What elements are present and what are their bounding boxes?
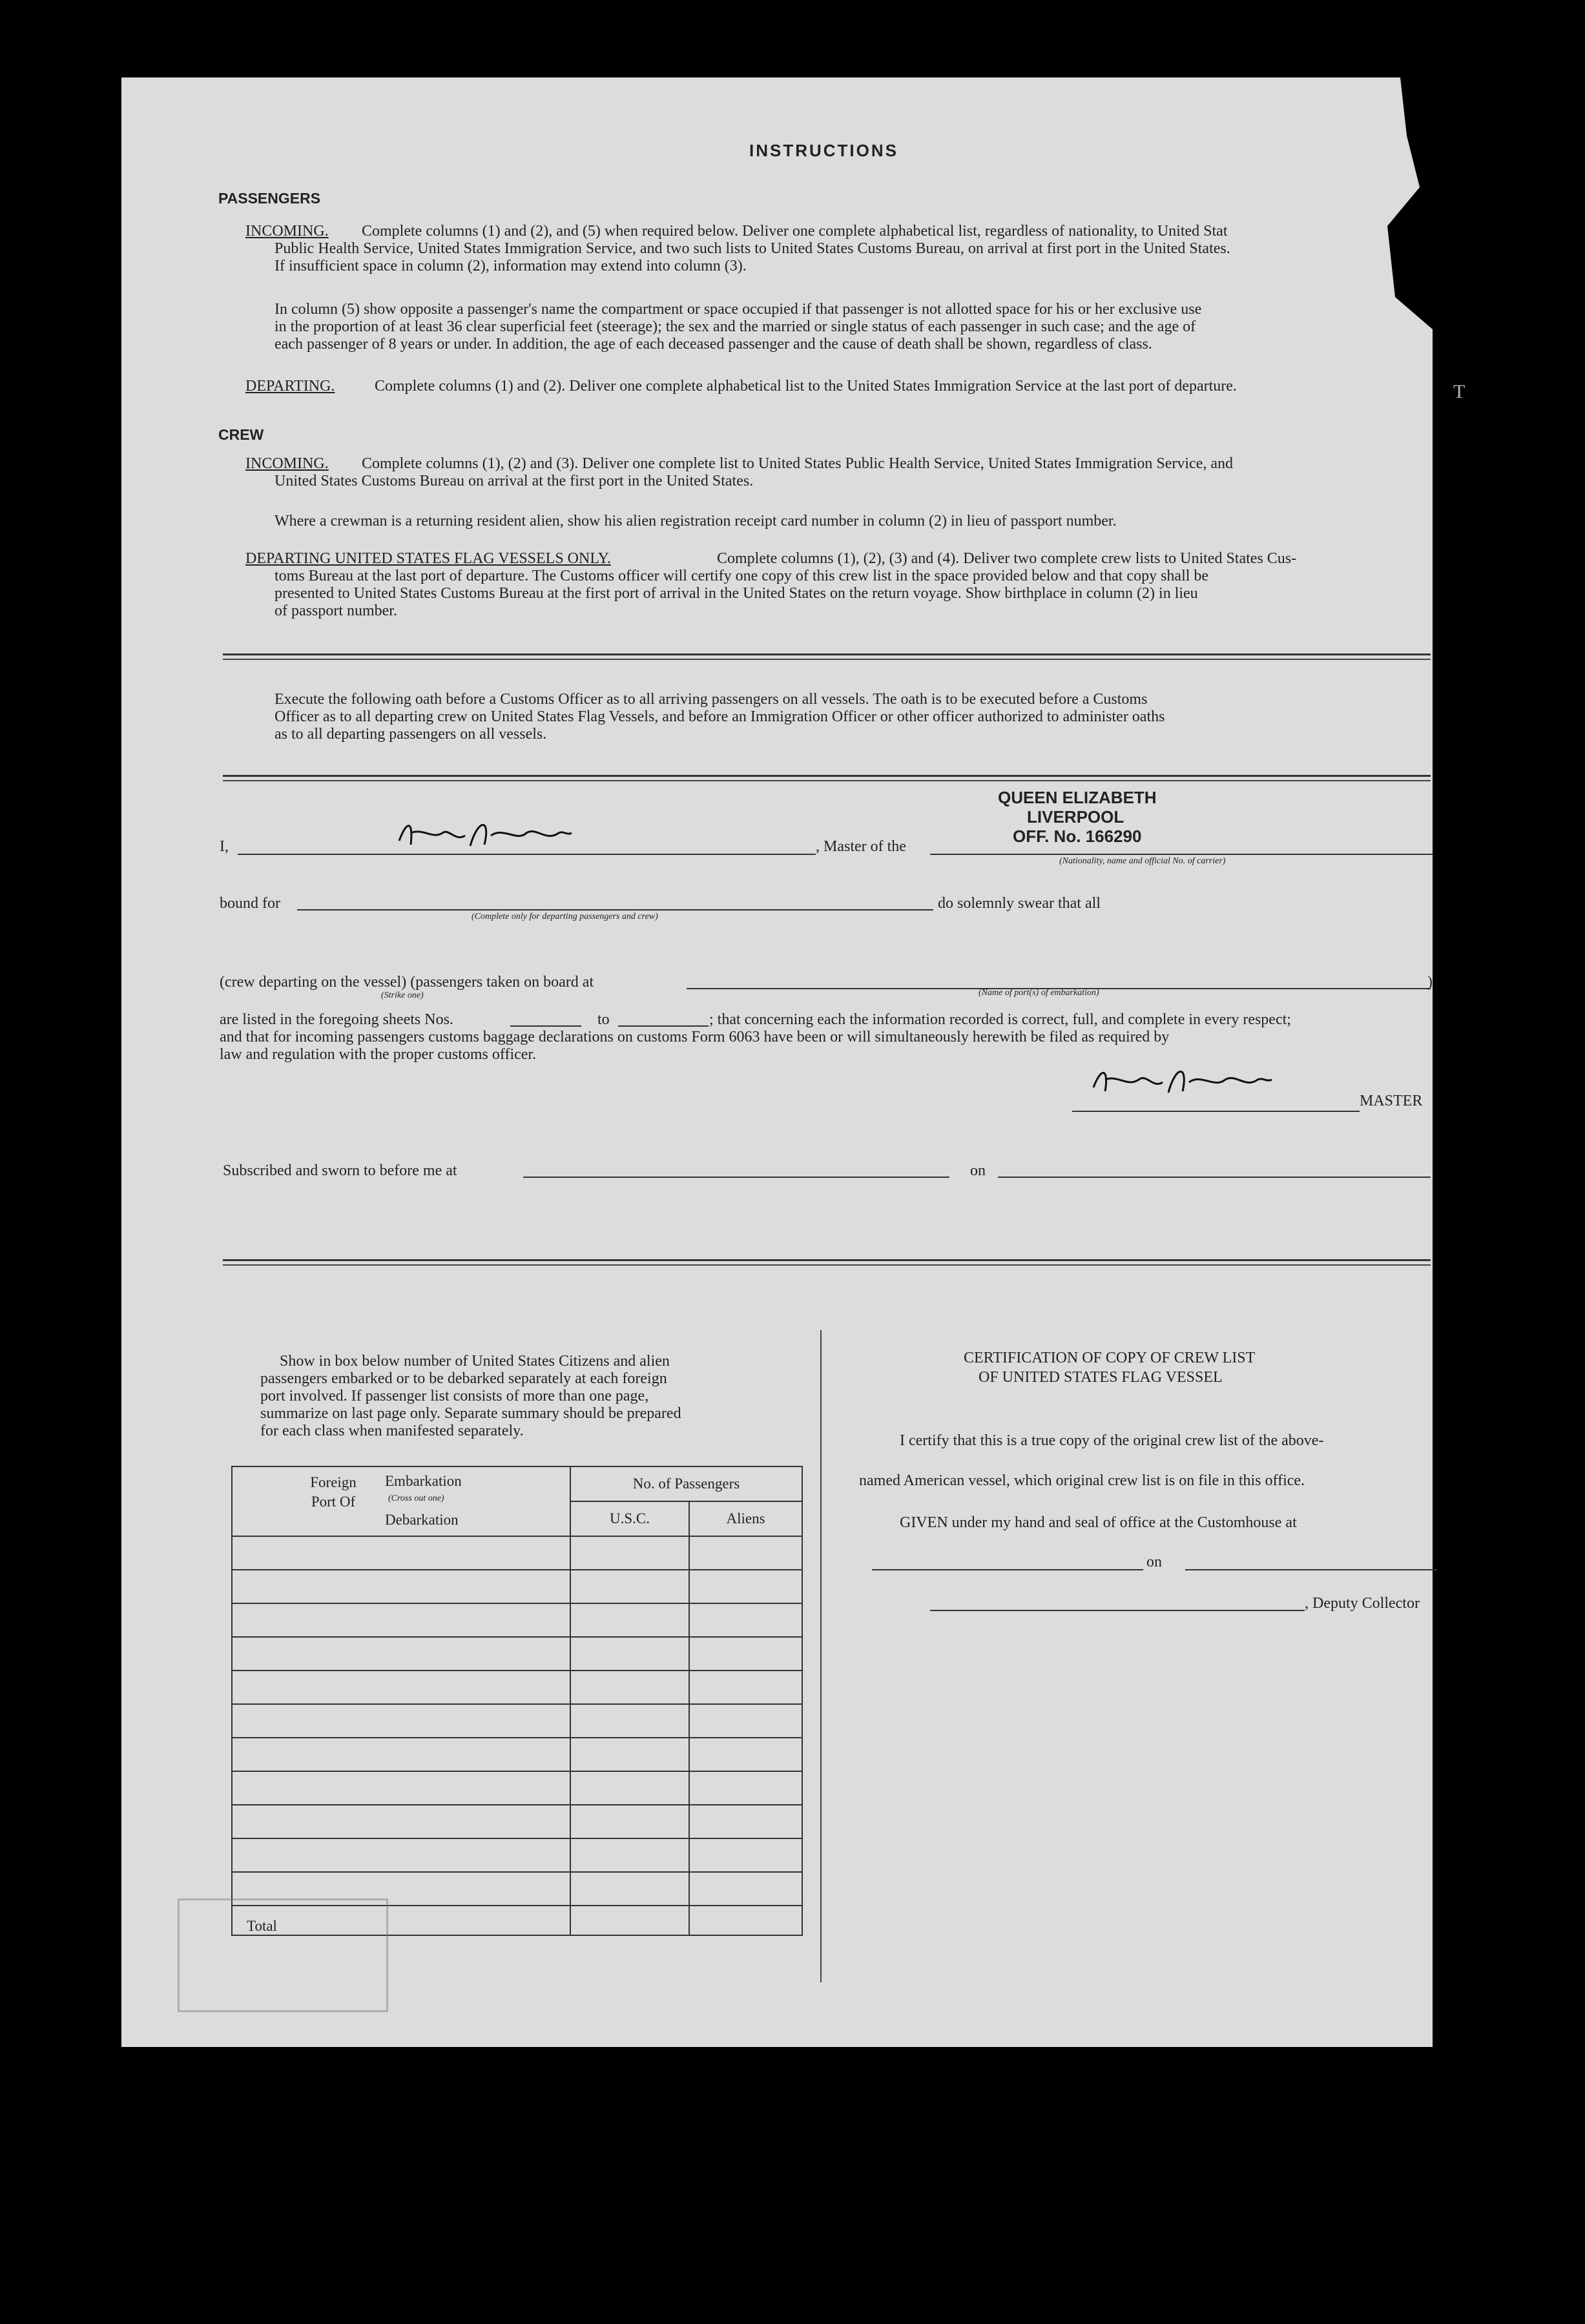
- sheet-from-field[interactable]: [510, 1025, 581, 1027]
- oath-intro-line1: Execute the following oath before a Customs Officer as to all arriving passengers on all vessels. The oath is to be executed before a Customs: [275, 691, 1148, 708]
- aliens-cell[interactable]: [689, 1838, 802, 1872]
- usc-cell[interactable]: [570, 1570, 689, 1603]
- crew-incoming-line1: Complete columns (1), (2) and (3). Deliver one complete list to United States Public Health Service, United States Immigration Service, and: [362, 455, 1234, 472]
- vessel-caption: (Nationality, name and official No. of carrier): [1059, 856, 1226, 866]
- table-row: [232, 1603, 802, 1637]
- oath-intro-line2: Officer as to all departing crew on United States Flag Vessels, and before an Immigration Officer or other officer authorized to administer oaths: [275, 708, 1165, 725]
- usc-cell[interactable]: [570, 1671, 689, 1704]
- table-row: [232, 1704, 802, 1738]
- column-divider: [820, 1330, 822, 1982]
- i-label: I,: [220, 838, 229, 855]
- port-cell[interactable]: [232, 1738, 570, 1771]
- table-row: [232, 1738, 802, 1771]
- certification-text-line2: named American vessel, which original crew list is on file in this office.: [859, 1472, 1305, 1489]
- aliens-cell[interactable]: [689, 1704, 802, 1738]
- bound-for-field[interactable]: [297, 909, 933, 910]
- subscribed-label: Subscribed and sworn to before me at: [223, 1162, 457, 1179]
- usc-cell[interactable]: [570, 1805, 689, 1838]
- passengers-incoming-label: INCOMING.: [245, 223, 329, 240]
- sheet-to-field[interactable]: [618, 1025, 709, 1027]
- aliens-cell[interactable]: [689, 1872, 802, 1906]
- subscribed-date-field[interactable]: [998, 1177, 1431, 1178]
- aliens-cell[interactable]: [689, 1536, 802, 1570]
- table-row: [232, 1536, 802, 1570]
- port-cell[interactable]: [232, 1671, 570, 1704]
- listed-label: are listed in the foregoing sheets Nos.: [220, 1011, 453, 1028]
- section-divider: [223, 653, 1431, 655]
- usc-cell[interactable]: [570, 1536, 689, 1570]
- summary-line2: passengers embarked or to be debarked separately at each foreign: [260, 1370, 667, 1387]
- oath-bottom-divider-thin: [223, 1264, 1431, 1266]
- usc-header: U.S.C.: [570, 1501, 689, 1536]
- port-header-cell: [232, 1466, 570, 1536]
- passengers-incoming-line3: If insufficient space in column (2), information may extend into column (3).: [275, 258, 747, 274]
- column5-line1: In column (5) show opposite a passenger's name the compartment or space occupied if that passenger is not allotted space for his or her exclusive use: [275, 301, 1202, 318]
- aliens-cell[interactable]: [689, 1738, 802, 1771]
- summary-line4: summarize on last page only. Separate summary should be prepared: [260, 1405, 681, 1422]
- passengers-heading: PASSENGERS: [218, 190, 321, 207]
- bleed-through-text: T: [1453, 381, 1466, 402]
- customhouse-field[interactable]: [872, 1569, 1143, 1570]
- oath-bottom-divider: [223, 1259, 1431, 1261]
- deputy-collector-label: , Deputy Collector: [1305, 1595, 1420, 1612]
- vessel-name: QUEEN ELIZABETH: [998, 788, 1157, 807]
- aliens-header: Aliens: [689, 1501, 802, 1536]
- port-cell[interactable]: [232, 1805, 570, 1838]
- usc-total-cell[interactable]: [570, 1906, 689, 1935]
- aliens-cell[interactable]: [689, 1570, 802, 1603]
- crew-departing-line1: Complete columns (1), (2), (3) and (4). Deliver two complete crew lists to United States Cus-: [717, 550, 1297, 567]
- summary-line5: for each class when manifested separately.: [260, 1423, 524, 1439]
- crew-heading: CREW: [218, 426, 264, 443]
- aliens-cell[interactable]: [689, 1771, 802, 1805]
- passengers-incoming-line1: Complete columns (1) and (2), and (5) when required below. Deliver one complete alphabetical list, regardless of nationality, to United Stat: [362, 223, 1228, 240]
- certification-title-line1: CERTIFICATION OF COPY OF CREW LIST: [964, 1350, 1256, 1366]
- port-cell[interactable]: [232, 1637, 570, 1671]
- passenger-summary-table: [231, 1466, 803, 1936]
- usc-cell[interactable]: [570, 1603, 689, 1637]
- listed-line2: and that for incoming passengers customs baggage declarations on customs Form 6063 have been or will simultaneously herewith be filed as required by: [220, 1029, 1170, 1045]
- certification-text-line1: I certify that this is a true copy of the original crew list of the above-: [900, 1432, 1324, 1449]
- port-cell[interactable]: [232, 1570, 570, 1603]
- section-divider-thin: [223, 659, 1431, 660]
- crew-departing-line3: presented to United States Customs Bureau at the first port of arrival in the United States on the return voyage. Show birthplace in column (2) in lieu: [275, 585, 1198, 602]
- usc-cell[interactable]: [570, 1704, 689, 1738]
- cross-out-label: (Cross out one): [388, 1493, 444, 1503]
- passengers-incoming-line2: Public Health Service, United States Immigration Service, and two such lists to United States Customs Bureau, on arrival at first port in the United States.: [275, 240, 1230, 257]
- master-label: MASTER: [1360, 1093, 1423, 1109]
- table-row: [232, 1838, 802, 1872]
- deputy-collector-field[interactable]: [930, 1610, 1305, 1611]
- vessel-official-number: OFF. No. 166290: [1013, 827, 1142, 846]
- certification-given-text: GIVEN under my hand and seal of office at the Customhouse at: [900, 1514, 1297, 1531]
- oath-intro-line3: as to all departing passengers on all vessels.: [275, 726, 547, 743]
- crew-departing-line2: toms Bureau at the last port of departure. The Customs officer will certify one copy of this crew list in the space provided below and that copy shall be: [275, 568, 1209, 584]
- table-row: [232, 1671, 802, 1704]
- port-cell[interactable]: [232, 1838, 570, 1872]
- usc-cell[interactable]: [570, 1872, 689, 1906]
- crew-departing-line4: of passport number.: [275, 602, 397, 619]
- summary-line1: Show in box below number of United States Citizens and alien: [280, 1353, 670, 1370]
- column5-line2: in the proportion of at least 36 clear superficial feet (steerage); the sex and the married or single status of each passenger in such case; and the age of: [275, 318, 1196, 335]
- oath-divider-thin: [223, 780, 1431, 781]
- crew-departing-label: DEPARTING UNITED STATES FLAG VESSELS ONLY.: [245, 550, 611, 567]
- subscribed-place-field[interactable]: [523, 1177, 949, 1178]
- crew-incoming-line2: United States Customs Bureau on arrival at the first port in the United States.: [275, 473, 754, 489]
- bound-for-caption: (Complete only for departing passengers and crew): [471, 912, 658, 921]
- port-cell[interactable]: [232, 1603, 570, 1637]
- total-label: Total: [232, 1906, 570, 1935]
- port-cell[interactable]: [232, 1704, 570, 1738]
- aliens-cell[interactable]: [689, 1805, 802, 1838]
- no-passengers-header: No. of Passengers: [570, 1466, 802, 1501]
- listed-rest: ; that concerning each the information recorded is correct, full, and complete in every respect;: [709, 1011, 1291, 1028]
- subscribed-on-label: on: [970, 1162, 986, 1179]
- bound-for-label: bound for: [220, 895, 280, 912]
- usc-cell[interactable]: [570, 1738, 689, 1771]
- crew-departing-oath-label: (crew departing on the vessel) (passengers taken on board at: [220, 974, 594, 991]
- aliens-cell[interactable]: [689, 1671, 802, 1704]
- passengers-departing-label: DEPARTING.: [245, 378, 335, 395]
- usc-cell[interactable]: [570, 1637, 689, 1671]
- page-title: INSTRUCTIONS: [749, 141, 898, 160]
- aliens-cell[interactable]: [689, 1637, 802, 1671]
- certification-title-line2: OF UNITED STATES FLAG VESSEL: [979, 1369, 1223, 1386]
- aliens-cell[interactable]: [689, 1603, 802, 1637]
- master-of-label: , Master of the: [816, 838, 906, 855]
- certification-date-field[interactable]: [1185, 1569, 1437, 1570]
- master-signature-name: [394, 814, 575, 859]
- embarkation-label: Embarkation: [385, 1472, 462, 1489]
- table-row: [232, 1805, 802, 1838]
- master-signature-line[interactable]: [1072, 1111, 1360, 1112]
- strike-one-caption: (Strike one): [381, 991, 424, 1000]
- usc-cell[interactable]: [570, 1838, 689, 1872]
- vessel-port: LIVERPOOL: [1027, 807, 1124, 827]
- to-label: to: [597, 1011, 610, 1028]
- vessel-field[interactable]: [930, 854, 1433, 855]
- certification-on-label: on: [1146, 1554, 1162, 1570]
- embarkation-port-caption: (Name of port(s) of embarkation): [979, 988, 1099, 998]
- aliens-total-cell[interactable]: [689, 1906, 802, 1935]
- port-cell[interactable]: [232, 1771, 570, 1805]
- port-cell[interactable]: [232, 1536, 570, 1570]
- table-row: [232, 1637, 802, 1671]
- master-signature: [1088, 1059, 1276, 1104]
- listed-line3: law and regulation with the proper customs officer.: [220, 1046, 537, 1063]
- summary-line3: port involved. If passenger list consists of more than one page,: [260, 1388, 649, 1404]
- crew-incoming-label: INCOMING.: [245, 455, 329, 472]
- foreign-port-label: Foreign Port Of: [310, 1474, 357, 1510]
- embarkation-close-paren: ): [1427, 974, 1433, 991]
- column5-line3: each passenger of 8 years or under. In addition, the age of each deceased passenger and the cause of death shall be shown, regardless of class.: [275, 336, 1152, 353]
- crew-resident-text: Where a crewman is a returning resident alien, show his alien registration receipt card number in column (2) in lieu of passport number.: [275, 513, 1117, 530]
- table-row: [232, 1570, 802, 1603]
- swear-label: do solemnly swear that all: [938, 895, 1101, 912]
- table-row: [232, 1771, 802, 1805]
- customs-stamp: [178, 1898, 388, 2012]
- passengers-departing-text: Complete columns (1) and (2). Deliver one complete alphabetical list to the United States Immigration Service at the last port of departure.: [375, 378, 1237, 395]
- oath-divider: [223, 775, 1431, 777]
- debarkation-label: Debarkation: [385, 1511, 459, 1528]
- usc-cell[interactable]: [570, 1771, 689, 1805]
